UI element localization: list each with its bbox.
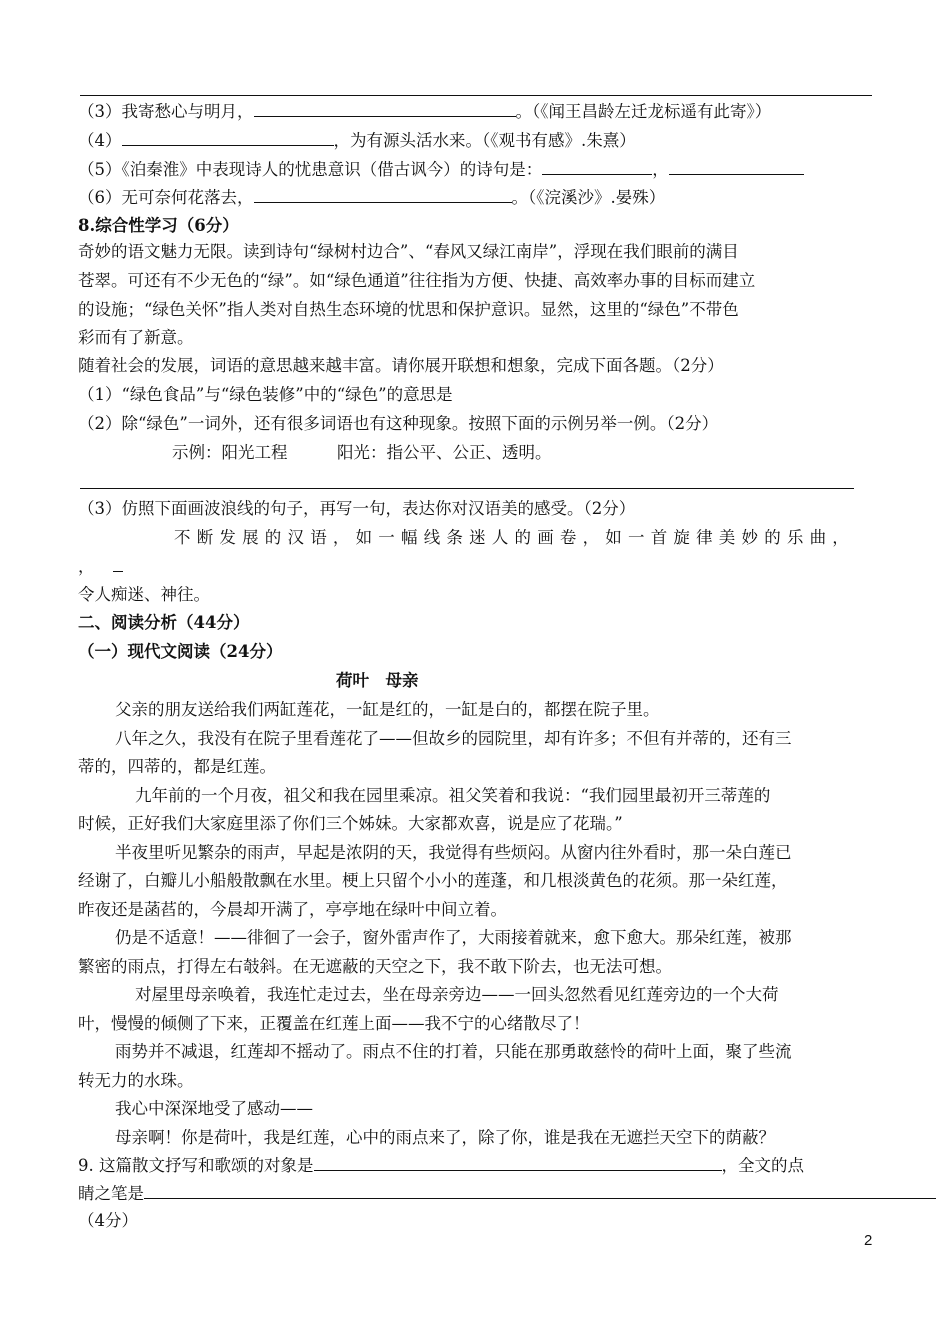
part-2-subtitle: （一）现代文阅读（24分） (78, 642, 283, 661)
task-instruction: 随着社会的发展，词语的意思越来越丰富。请你展开联想和想象，完成下面各题。（2分） (78, 356, 724, 375)
essay-line: 对屋里母亲唤着，我连忙走过去，坐在母亲旁边——一回头忽然看见红莲旁边的一个大荷 (135, 985, 779, 1004)
essay-line: 九年前的一个月夜，祖父和我在园里乘凉。祖父笑着和我说：“我们园里最初开三蒂莲的 (135, 786, 771, 805)
answer-blank[interactable] (314, 1156, 722, 1171)
essay-line: 经谢了，白瓣儿小船般散飘在水里。梗上只留个小小的莲蓬，和几根淡黄色的花须。那一朵红莲， (78, 871, 788, 890)
poetry-q6: （6）无可奈何花落去， 。（《浣溪沙》.晏殊） (78, 188, 666, 207)
question-9: 9. 这篇散文抒写和歌颂的对象是 ，全文的点 (78, 1156, 804, 1175)
essay-line: 雨势并不减退，红莲却不摇动了。雨点不住的打着，只能在那勇敢慈怜的荷叶上面，聚了些流 (115, 1042, 792, 1061)
answer-rule[interactable] (80, 488, 854, 489)
example-line: 示例：阳光工程 阳光：指公平、公正、透明。 (172, 443, 552, 462)
question-9-score: （4分） (78, 1211, 138, 1230)
poetry-q4: （4） ，为有源头活水来。（《观书有感》.朱熹） (78, 131, 636, 150)
answer-blank[interactable] (669, 160, 804, 175)
model-sentence: 不断发展的汉语，如一幅线条迷人的画卷，如一首旋律美妙的乐曲， (174, 528, 855, 547)
poetry-q5: （5）《泊秦淮》中表现诗人的忧患意识（借古讽今）的诗句是： ， (78, 159, 804, 181)
essay-line: 仍是不适意！——徘徊了一会子，窗外雷声作了，大雨接着就来，愈下愈大。那朵红莲，被那 (115, 928, 792, 947)
top-rule (80, 95, 872, 96)
answer-blank[interactable] (113, 557, 123, 572)
task-q3: （3）仿照下面画波浪线的句子，再写一句，表达你对汉语美的感受。（2分） (78, 499, 636, 518)
intro-line: 奇妙的语文魅力无限。读到诗句“绿树村边合”、“春风又绿江南岸”，浮现在我们眼前的满目 (78, 242, 739, 261)
essay-line: 时候，正好我们大家庭里添了你们三个姊妹。大家都欢喜，说是应了花瑞。” (78, 814, 623, 833)
intro-line: 苍翠。可还有不少无色的“绿”。如“绿色通道”往往指为方便、快捷、高效率办事的目标而建立 (78, 271, 756, 290)
question-9-cont: 睛之笔是 (78, 1183, 936, 1205)
essay-line: 八年之久，我没有在院子里看莲花了——但故乡的园院里，却有许多；不但有并蒂的，还有三 (115, 729, 792, 748)
essay-line: 半夜里听见繁杂的雨声，早起是浓阴的天，我觉得有些烦闷。从窗内往外看时，那一朵白莲已 (115, 843, 792, 862)
end-line: 令人痴迷、神往。 (78, 585, 210, 604)
answer-blank[interactable] (254, 188, 512, 203)
intro-line: 彩而有了新意。 (78, 328, 194, 347)
answer-blank[interactable] (144, 1184, 936, 1199)
essay-line: 昨夜还是菡萏的，今晨却开满了，亭亭地在绿叶中间立着。 (78, 900, 507, 919)
answer-blank[interactable] (254, 102, 516, 117)
essay-line: 转无力的水珠。 (78, 1071, 194, 1090)
task-q1: （1）“绿色食品”与“绿色装修”中的“绿色”的意思是 (78, 385, 453, 404)
page-number: 2 (864, 1232, 873, 1249)
essay-line: 叶，慢慢的倾侧了下来，正覆盖在红莲上面——我不宁的心绪散尽了！ (78, 1014, 590, 1033)
essay-line: 我心中深深地受了感动—— (115, 1099, 313, 1118)
essay-line: 父亲的朋友送给我们两缸莲花，一缸是红的，一缸是白的，都摆在院子里。 (115, 700, 660, 719)
essay-line: 母亲啊！你是荷叶，我是红莲，心中的雨点来了，除了你，谁是我在无遮拦天空下的荫蔽？ (115, 1128, 775, 1147)
task-q2: （2）除“绿色”一词外，还有很多词语也有这种现象。按照下面的示例另举一例。（2分） (78, 414, 719, 433)
essay-line: 蒂的，四蒂的，都是红莲。 (78, 757, 276, 776)
answer-blank[interactable] (542, 160, 652, 175)
part-2-title: 二、阅读分析（44分） (78, 613, 250, 632)
essay-line: 繁密的雨点，打得左右攲斜。在无遮蔽的天空之下，我不敢下阶去，也无法可想。 (78, 957, 672, 976)
section-8-title: 8.综合性学习（6分） (78, 216, 239, 235)
intro-line: 的设施；“绿色关怀”指人类对自热生态环境的忧思和保护意识。显然，这里的“绿色”不带色 (78, 300, 739, 319)
essay-title: 荷叶 母亲 (336, 671, 419, 690)
answer-blank[interactable] (122, 131, 334, 146)
poetry-q3: （3）我寄愁心与明月， 。（《闻王昌龄左迁龙标遥有此寄》） (78, 102, 772, 121)
comma-line: ， (78, 556, 123, 578)
